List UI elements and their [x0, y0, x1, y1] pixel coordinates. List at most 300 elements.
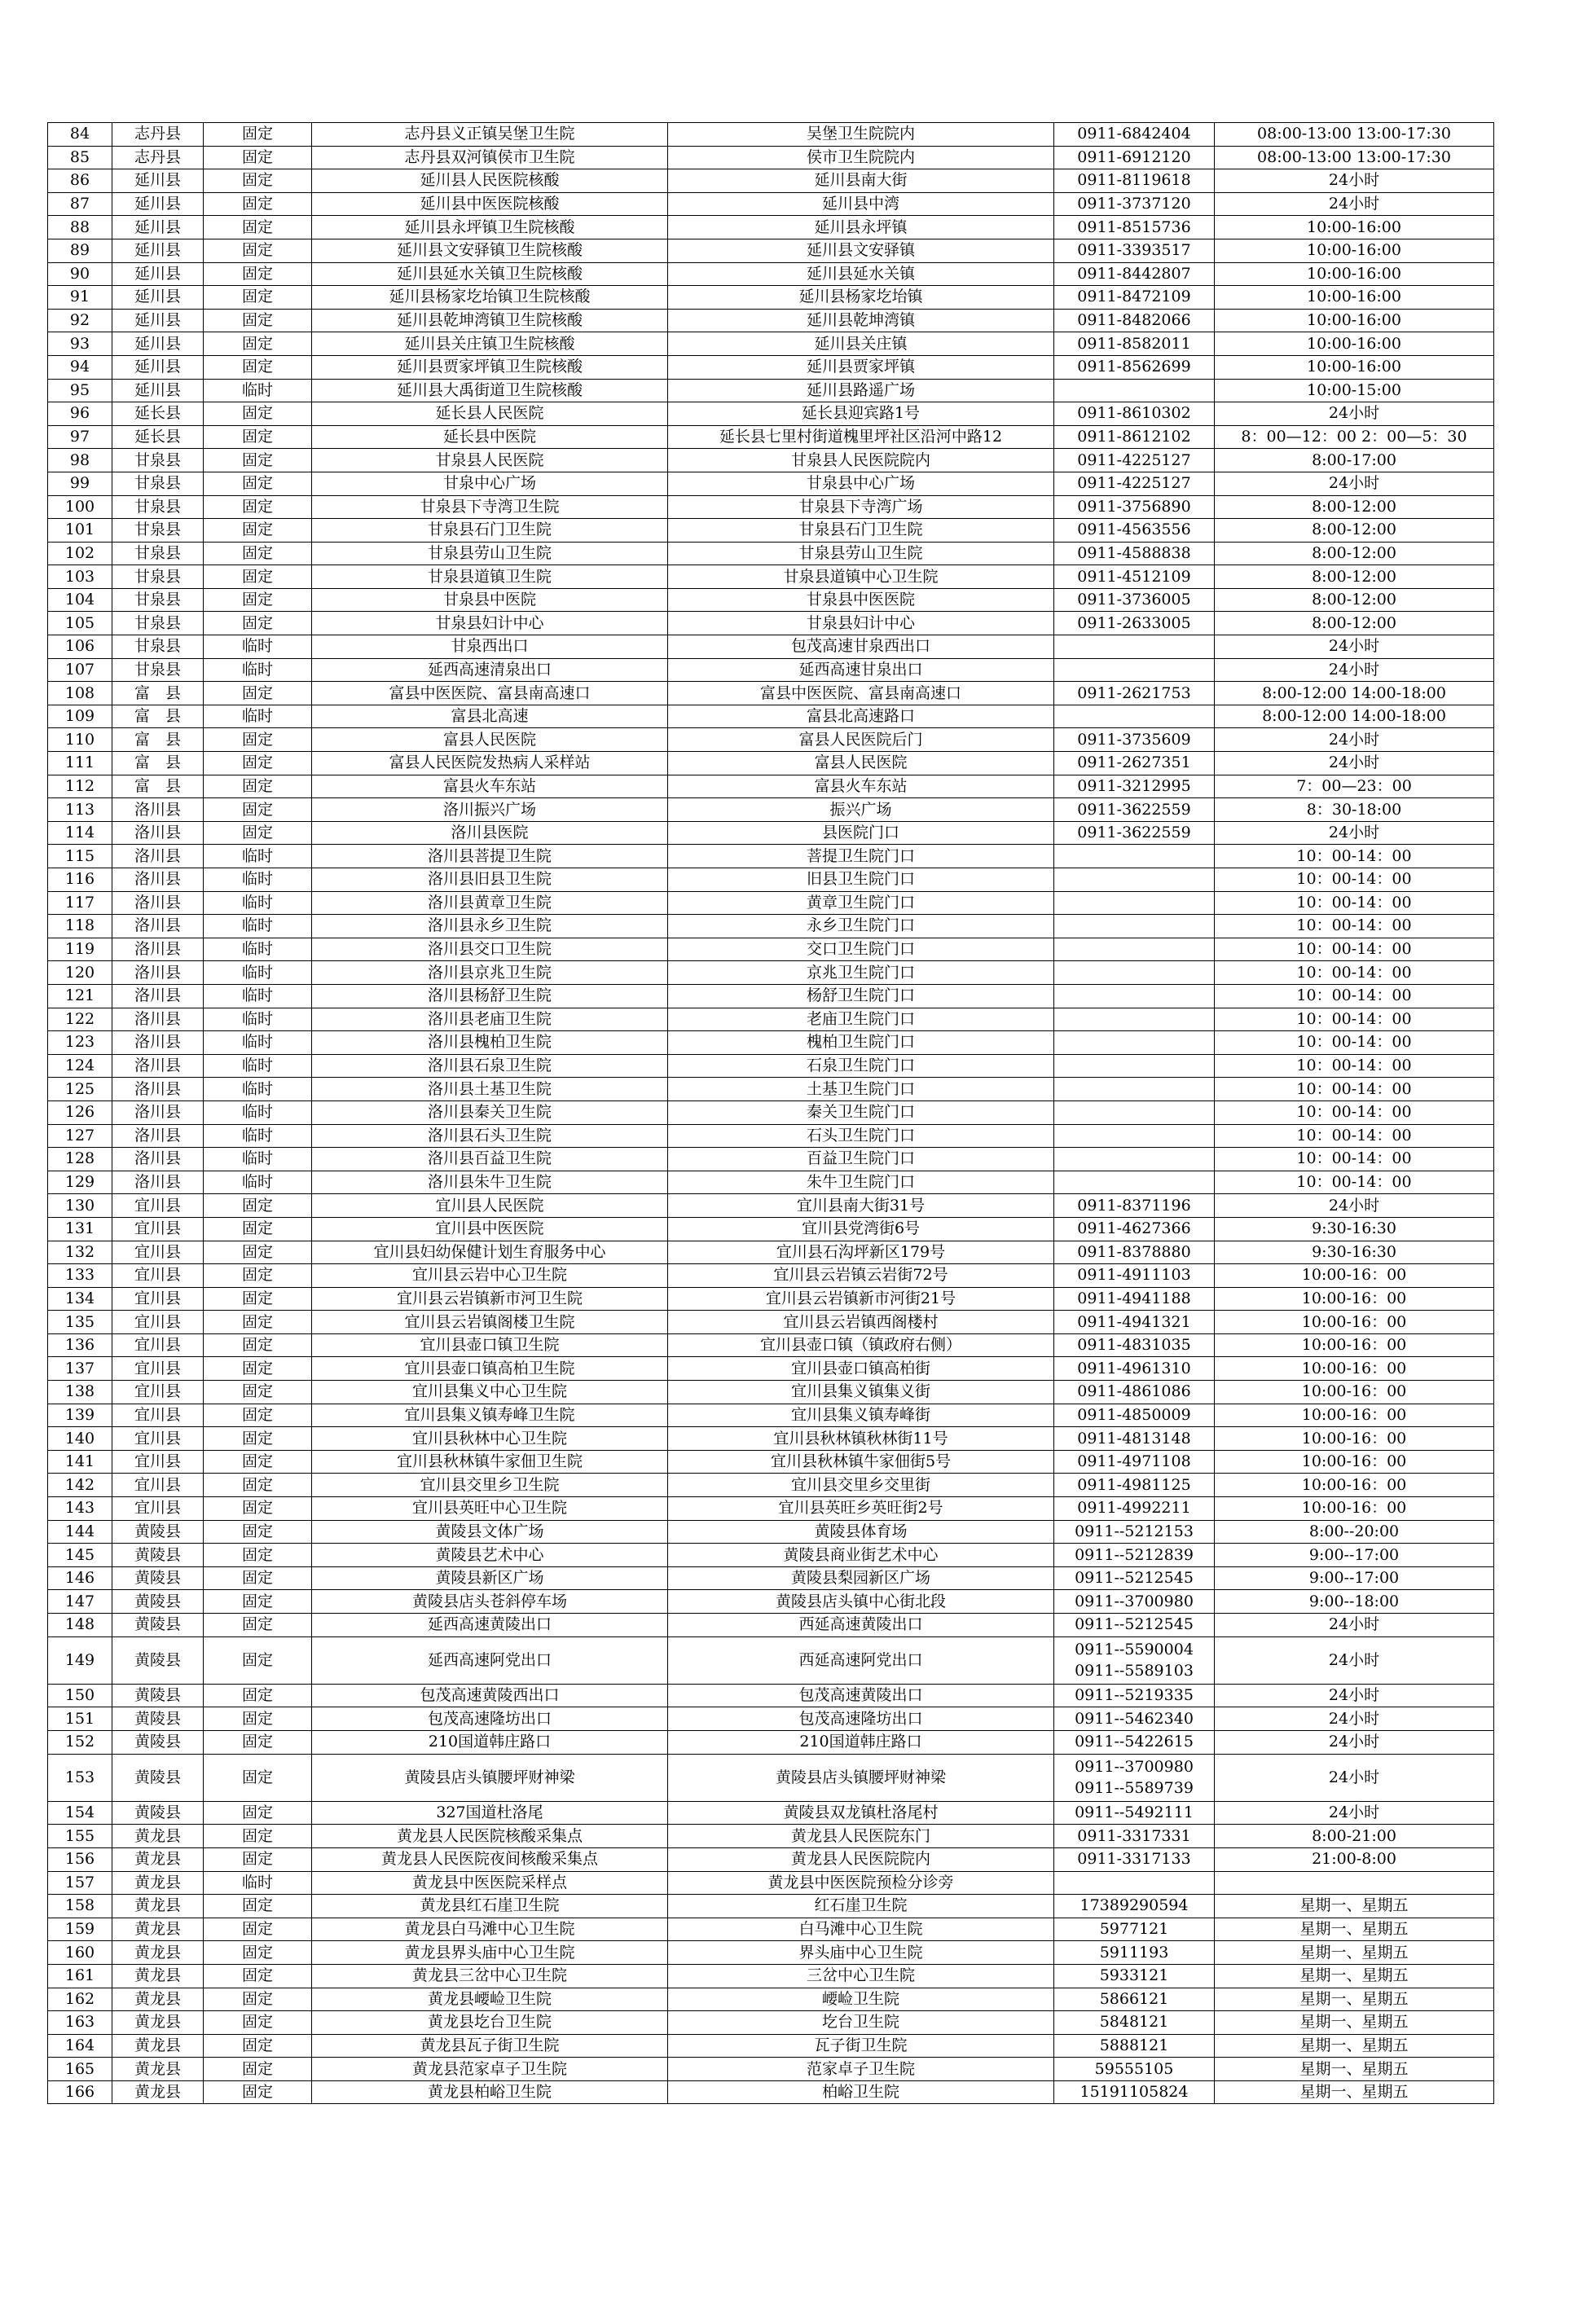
site-name-cell: 甘泉县道镇卫生院 [312, 565, 668, 589]
address-cell: 延川县杨家圪坮镇 [668, 286, 1054, 310]
hours-cell: 10:00-16：00 [1215, 1357, 1494, 1381]
table-row [48, 728, 1494, 752]
county-cell: 黄龙县 [112, 1941, 204, 1965]
site-name-cell: 宜川县云岩镇阁楼卫生院 [312, 1311, 668, 1334]
phone-cell [1054, 1031, 1215, 1055]
row-number-cell: 112 [48, 775, 112, 798]
phone-cell: 5848121 [1054, 2011, 1215, 2035]
hours-cell: 8:00-21:00 [1215, 1825, 1494, 1848]
phone-cell: 0911--5212153 [1054, 1520, 1215, 1544]
phone-cell: 0911--3700980 [1054, 1590, 1215, 1614]
hours-cell: 星期一、星期五 [1215, 2034, 1494, 2058]
site-name-cell: 黄龙县人民医院夜间核酸采集点 [312, 1847, 668, 1871]
type-cell: 固定 [204, 192, 312, 216]
phone-cell: 5888121 [1054, 2034, 1215, 2058]
row-number-cell: 135 [48, 1311, 112, 1334]
hours-cell: 10：00-14：00 [1215, 1124, 1494, 1148]
site-name-cell: 志丹县双河镇侯市卫生院 [312, 146, 668, 169]
hours-cell: 8：00—12：00 2：00—5：30 [1215, 425, 1494, 449]
site-name-cell: 洛川县秦关卫生院 [312, 1100, 668, 1124]
phone-cell: 0911-3393517 [1054, 239, 1215, 262]
site-name-cell: 宜川县英旺中心卫生院 [312, 1497, 668, 1521]
county-cell: 洛川县 [112, 1008, 204, 1031]
address-cell: 包茂高速甘泉西出口 [668, 635, 1054, 659]
table-row [48, 425, 1494, 449]
county-cell: 黄龙县 [112, 1964, 204, 1988]
site-name-cell: 延西高速清泉出口 [312, 658, 668, 682]
row-number-cell: 114 [48, 821, 112, 845]
hours-cell: 10:00-16:00 [1215, 239, 1494, 262]
address-cell: 西延高速黄陵出口 [668, 1614, 1054, 1637]
county-cell: 甘泉县 [112, 565, 204, 589]
phone-cell: 0911-4627366 [1054, 1217, 1215, 1241]
hours-cell: 10：00-14：00 [1215, 1078, 1494, 1101]
table-row [48, 192, 1494, 216]
type-cell: 固定 [204, 2034, 312, 2058]
row-number-cell: 136 [48, 1333, 112, 1357]
table-row [48, 1497, 1494, 1521]
site-name-cell: 富县人民医院发热病人采样站 [312, 752, 668, 775]
address-cell: 宜川县秋林镇秋林街11号 [668, 1427, 1054, 1451]
county-cell: 延长县 [112, 402, 204, 426]
phone-cell: 0911-4971108 [1054, 1450, 1215, 1474]
hours-cell: 10：00-14：00 [1215, 1148, 1494, 1171]
phone-cell: 0911-2627351 [1054, 752, 1215, 775]
site-name-cell: 延川县杨家圪坮镇卫生院核酸 [312, 286, 668, 310]
county-cell: 甘泉县 [112, 658, 204, 682]
site-name-cell: 延川县乾坤湾镇卫生院核酸 [312, 309, 668, 332]
site-name-cell: 黄陵县艺术中心 [312, 1544, 668, 1567]
hours-cell: 08:00-13:00 13:00-17:30 [1215, 146, 1494, 169]
phone-cell: 0911--5462340 [1054, 1707, 1215, 1731]
phone-cell: 0911--5422615 [1054, 1730, 1215, 1754]
site-name-cell: 洛川县医院 [312, 821, 668, 845]
row-number-cell: 145 [48, 1544, 112, 1567]
table-row [48, 1988, 1494, 2011]
row-number-cell: 111 [48, 752, 112, 775]
address-cell: 富县中医医院、富县南高速口 [668, 682, 1054, 705]
county-cell: 黄陵县 [112, 1520, 204, 1544]
hours-cell: 8:00-12:00 [1215, 565, 1494, 589]
table-row [48, 216, 1494, 239]
site-name-cell: 宜川县集义镇寿峰卫生院 [312, 1404, 668, 1427]
county-cell: 洛川县 [112, 1078, 204, 1101]
phone-cell: 0911-4941321 [1054, 1311, 1215, 1334]
row-number-cell: 93 [48, 332, 112, 356]
row-number-cell: 104 [48, 588, 112, 612]
hours-cell [1215, 1871, 1494, 1895]
county-cell: 延川县 [112, 216, 204, 239]
county-cell: 洛川县 [112, 915, 204, 938]
hours-cell: 9:00--17:00 [1215, 1566, 1494, 1590]
address-cell: 振兴广场 [668, 798, 1054, 822]
phone-cell: 0911-3756890 [1054, 495, 1215, 519]
row-number-cell: 115 [48, 845, 112, 868]
row-number-cell: 113 [48, 798, 112, 822]
phone-cell [1054, 1008, 1215, 1031]
type-cell: 固定 [204, 1730, 312, 1754]
county-cell: 富 县 [112, 705, 204, 728]
address-cell: 秦关卫生院门口 [668, 1100, 1054, 1124]
table-row [48, 1217, 1494, 1241]
hours-cell: 10：00-14：00 [1215, 938, 1494, 961]
phone-cell: 0911-3212995 [1054, 775, 1215, 798]
address-cell: 甘泉县中心广场 [668, 472, 1054, 495]
address-cell: 甘泉县妇计中心 [668, 612, 1054, 635]
table-row [48, 1590, 1494, 1614]
hours-cell: 24小时 [1215, 1754, 1494, 1801]
county-cell: 宜川县 [112, 1241, 204, 1264]
hours-cell: 24小时 [1215, 192, 1494, 216]
site-name-cell: 洛川县石头卫生院 [312, 1124, 668, 1148]
address-cell: 黄陵县体育场 [668, 1520, 1054, 1544]
row-number-cell: 132 [48, 1241, 112, 1264]
county-cell: 宜川县 [112, 1287, 204, 1311]
county-cell: 黄陵县 [112, 1801, 204, 1825]
table-row [48, 1474, 1494, 1497]
phone-cell: 5911193 [1054, 1941, 1215, 1965]
table-row [48, 379, 1494, 402]
table-row [48, 682, 1494, 705]
site-name-cell: 洛川县黄章卫生院 [312, 891, 668, 915]
row-number-cell: 165 [48, 2058, 112, 2081]
county-cell: 延川县 [112, 169, 204, 193]
phone-cell: 0911-4861086 [1054, 1381, 1215, 1404]
hours-cell: 10:00-16：00 [1215, 1264, 1494, 1288]
row-number-cell: 118 [48, 915, 112, 938]
row-number-cell: 151 [48, 1707, 112, 1731]
county-cell: 黄陵县 [112, 1684, 204, 1707]
table-row [48, 1008, 1494, 1031]
row-number-cell: 166 [48, 2080, 112, 2104]
phone-cell [1054, 1148, 1215, 1171]
address-cell: 宜川县集义镇集义街 [668, 1381, 1054, 1404]
county-cell: 甘泉县 [112, 612, 204, 635]
site-name-cell: 洛川县石泉卫生院 [312, 1054, 668, 1078]
phone-cell: 0911--5212839 [1054, 1544, 1215, 1567]
phone-cell: 0911-3735609 [1054, 728, 1215, 752]
address-cell: 延川县关庄镇 [668, 332, 1054, 356]
county-cell: 甘泉县 [112, 635, 204, 659]
address-cell: 西延高速阿党出口 [668, 1636, 1054, 1684]
hours-cell: 10：00-14：00 [1215, 891, 1494, 915]
phone-cell: 0911-8482066 [1054, 309, 1215, 332]
row-number-cell: 108 [48, 682, 112, 705]
site-name-cell: 宜川县秋林镇牛家佃卫生院 [312, 1450, 668, 1474]
county-cell: 洛川县 [112, 891, 204, 915]
row-number-cell: 146 [48, 1566, 112, 1590]
type-cell: 固定 [204, 472, 312, 495]
address-cell: 白马滩中心卫生院 [668, 1918, 1054, 1941]
site-name-cell: 宜川县云岩中心卫生院 [312, 1264, 668, 1288]
type-cell: 固定 [204, 332, 312, 356]
site-name-cell: 宜川县集义中心卫生院 [312, 1381, 668, 1404]
phone-cell: 0911-4225127 [1054, 449, 1215, 472]
row-number-cell: 125 [48, 1078, 112, 1101]
phone-cell: 0911-3622559 [1054, 798, 1215, 822]
table-row [48, 1707, 1494, 1731]
table-row [48, 1544, 1494, 1567]
row-number-cell: 137 [48, 1357, 112, 1381]
phone-cell: 0911-8582011 [1054, 332, 1215, 356]
type-cell: 固定 [204, 1825, 312, 1848]
row-number-cell: 142 [48, 1474, 112, 1497]
type-cell: 固定 [204, 1964, 312, 1988]
county-cell: 黄陵县 [112, 1754, 204, 1801]
row-number-cell: 88 [48, 216, 112, 239]
row-number-cell: 105 [48, 612, 112, 635]
phone-cell: 0911-2621753 [1054, 682, 1215, 705]
site-name-cell: 黄龙县人民医院核酸采集点 [312, 1825, 668, 1848]
table-row [48, 495, 1494, 519]
type-cell: 临时 [204, 891, 312, 915]
site-name-cell: 黄龙县崾崄卫生院 [312, 1988, 668, 2011]
county-cell: 延川县 [112, 262, 204, 286]
hours-cell: 10:00-16：00 [1215, 1404, 1494, 1427]
county-cell: 延川县 [112, 192, 204, 216]
address-cell: 甘泉县劳山卫生院 [668, 542, 1054, 565]
county-cell: 洛川县 [112, 868, 204, 892]
address-cell: 黄龙县人民医院院内 [668, 1847, 1054, 1871]
hours-cell: 24小时 [1215, 635, 1494, 659]
type-cell: 固定 [204, 449, 312, 472]
site-name-cell: 包茂高速黄陵西出口 [312, 1684, 668, 1707]
table-row [48, 1404, 1494, 1427]
address-cell: 京兆卫生院门口 [668, 961, 1054, 985]
site-name-cell: 210国道韩庄路口 [312, 1730, 668, 1754]
table-row [48, 775, 1494, 798]
site-name-cell: 黄龙县圪台卫生院 [312, 2011, 668, 2035]
hours-cell: 24小时 [1215, 1801, 1494, 1825]
row-number-cell: 116 [48, 868, 112, 892]
hours-cell: 星期一、星期五 [1215, 2080, 1494, 2104]
row-number-cell: 122 [48, 1008, 112, 1031]
county-cell: 志丹县 [112, 146, 204, 169]
type-cell: 固定 [204, 1847, 312, 1871]
table-row [48, 984, 1494, 1008]
table-row [48, 1078, 1494, 1101]
hours-cell: 24小时 [1215, 1730, 1494, 1754]
hours-cell: 10：00-14：00 [1215, 984, 1494, 1008]
address-cell: 延川县中湾 [668, 192, 1054, 216]
table-row [48, 286, 1494, 310]
type-cell: 固定 [204, 1381, 312, 1404]
hours-cell: 10:00-16：00 [1215, 1381, 1494, 1404]
phone-cell: 0911-3317133 [1054, 1847, 1215, 1871]
address-cell: 富县人民医院后门 [668, 728, 1054, 752]
county-cell: 甘泉县 [112, 519, 204, 543]
table-row [48, 1148, 1494, 1171]
table-row [48, 1614, 1494, 1637]
phone-cell: 5933121 [1054, 1964, 1215, 1988]
row-number-cell: 109 [48, 705, 112, 728]
type-cell: 临时 [204, 1124, 312, 1148]
site-name-cell: 洛川县交口卫生院 [312, 938, 668, 961]
county-cell: 宜川县 [112, 1404, 204, 1427]
address-cell: 永乡卫生院门口 [668, 915, 1054, 938]
table-row [48, 868, 1494, 892]
county-cell: 洛川县 [112, 1054, 204, 1078]
type-cell: 固定 [204, 798, 312, 822]
county-cell: 洛川县 [112, 1124, 204, 1148]
row-number-cell: 131 [48, 1217, 112, 1241]
site-name-cell: 延川县延水关镇卫生院核酸 [312, 262, 668, 286]
county-cell: 洛川县 [112, 1148, 204, 1171]
phone-cell: 59555105 [1054, 2058, 1215, 2081]
table-row [48, 635, 1494, 659]
type-cell: 临时 [204, 1031, 312, 1055]
type-cell: 固定 [204, 1895, 312, 1918]
county-cell: 黄陵县 [112, 1590, 204, 1614]
phone-cell: 0911-4911103 [1054, 1264, 1215, 1288]
table-row [48, 1333, 1494, 1357]
site-name-cell: 富县人民医院 [312, 728, 668, 752]
hours-cell: 10:00-16：00 [1215, 1497, 1494, 1521]
county-cell: 黄龙县 [112, 1825, 204, 1848]
table-row [48, 1895, 1494, 1918]
phone-cell [1054, 705, 1215, 728]
row-number-cell: 127 [48, 1124, 112, 1148]
county-cell: 黄陵县 [112, 1566, 204, 1590]
phone-cell [1054, 635, 1215, 659]
table-row [48, 169, 1494, 193]
site-name-cell: 富县中医医院、富县南高速口 [312, 682, 668, 705]
county-cell: 宜川县 [112, 1381, 204, 1404]
row-number-cell: 96 [48, 402, 112, 426]
table-row [48, 2080, 1494, 2104]
address-cell: 旧县卫生院门口 [668, 868, 1054, 892]
phone-cell [1054, 915, 1215, 938]
county-cell: 延川县 [112, 286, 204, 310]
hours-cell: 8:00-12:00 [1215, 542, 1494, 565]
address-cell: 红石崖卫生院 [668, 1895, 1054, 1918]
site-name-cell: 延西高速阿党出口 [312, 1636, 668, 1684]
county-cell: 黄陵县 [112, 1544, 204, 1567]
table-row [48, 239, 1494, 262]
type-cell: 固定 [204, 262, 312, 286]
hours-cell: 星期一、星期五 [1215, 1918, 1494, 1941]
table-row [48, 1871, 1494, 1895]
hours-cell: 星期一、星期五 [1215, 1895, 1494, 1918]
phone-cell: 0911-2633005 [1054, 612, 1215, 635]
address-cell: 黄陵县店头镇腰坪财神梁 [668, 1754, 1054, 1801]
table-row [48, 1754, 1494, 1801]
address-cell: 宜川县壶口镇（镇政府右侧） [668, 1333, 1054, 1357]
table-row [48, 1357, 1494, 1381]
row-number-cell: 117 [48, 891, 112, 915]
hours-cell: 10：00-14：00 [1215, 1054, 1494, 1078]
row-number-cell: 101 [48, 519, 112, 543]
row-number-cell: 99 [48, 472, 112, 495]
table-row [48, 565, 1494, 589]
hours-cell: 8：30-18:00 [1215, 798, 1494, 822]
hours-cell: 24小时 [1215, 658, 1494, 682]
phone-cell [1054, 1871, 1215, 1895]
type-cell: 固定 [204, 1287, 312, 1311]
hours-cell: 10：00-14：00 [1215, 961, 1494, 985]
site-name-cell: 洛川县朱牛卫生院 [312, 1171, 668, 1194]
county-cell: 洛川县 [112, 821, 204, 845]
row-number-cell: 134 [48, 1287, 112, 1311]
type-cell: 固定 [204, 1450, 312, 1474]
type-cell: 固定 [204, 1636, 312, 1684]
type-cell: 固定 [204, 2011, 312, 2035]
table-row [48, 519, 1494, 543]
hours-cell: 10:00-16:00 [1215, 355, 1494, 379]
hours-cell: 8:00-17:00 [1215, 449, 1494, 472]
address-cell: 土基卫生院门口 [668, 1078, 1054, 1101]
county-cell: 黄陵县 [112, 1707, 204, 1731]
address-cell: 延长县七里村街道槐里坪社区沿河中路12 [668, 425, 1054, 449]
phone-cell: 0911-4850009 [1054, 1404, 1215, 1427]
row-number-cell: 97 [48, 425, 112, 449]
table-row [48, 1031, 1494, 1055]
row-number-cell: 150 [48, 1684, 112, 1707]
table-row [48, 658, 1494, 682]
type-cell: 临时 [204, 635, 312, 659]
type-cell: 临时 [204, 1171, 312, 1194]
type-cell: 固定 [204, 565, 312, 589]
row-number-cell: 156 [48, 1847, 112, 1871]
phone-cell: 0911-4961310 [1054, 1357, 1215, 1381]
table-row [48, 1801, 1494, 1825]
row-number-cell: 141 [48, 1450, 112, 1474]
site-name-cell: 宜川县人民医院 [312, 1194, 668, 1218]
table-row [48, 2058, 1494, 2081]
type-cell: 固定 [204, 728, 312, 752]
site-name-cell: 延西高速黄陵出口 [312, 1614, 668, 1637]
phone-cell: 0911-4981125 [1054, 1474, 1215, 1497]
address-cell: 宜川县英旺乡英旺街2号 [668, 1497, 1054, 1521]
type-cell: 固定 [204, 216, 312, 239]
phone-cell: 0911-8378880 [1054, 1241, 1215, 1264]
table-row [48, 1941, 1494, 1965]
phone-cell [1054, 1171, 1215, 1194]
address-cell: 黄陵县店头镇中心街北段 [668, 1590, 1054, 1614]
row-number-cell: 126 [48, 1100, 112, 1124]
type-cell: 固定 [204, 355, 312, 379]
county-cell: 延川县 [112, 239, 204, 262]
phone-cell [1054, 984, 1215, 1008]
type-cell: 固定 [204, 1217, 312, 1241]
table-row [48, 752, 1494, 775]
address-cell: 延川县贾家坪镇 [668, 355, 1054, 379]
row-number-cell: 106 [48, 635, 112, 659]
address-cell: 甘泉县下寺湾广场 [668, 495, 1054, 519]
phone-cell: 0911--5492111 [1054, 1801, 1215, 1825]
county-cell: 黄龙县 [112, 2034, 204, 2058]
type-cell: 固定 [204, 2080, 312, 2104]
hours-cell: 10:00-16:00 [1215, 309, 1494, 332]
county-cell: 洛川县 [112, 938, 204, 961]
table-row [48, 472, 1494, 495]
row-number-cell: 157 [48, 1871, 112, 1895]
type-cell: 固定 [204, 519, 312, 543]
table-row [48, 449, 1494, 472]
county-cell: 黄陵县 [112, 1614, 204, 1637]
address-cell: 延川县南大街 [668, 169, 1054, 193]
row-number-cell: 140 [48, 1427, 112, 1451]
address-cell: 延川县路遥广场 [668, 379, 1054, 402]
phone-cell: 0911-8442807 [1054, 262, 1215, 286]
hours-cell: 24小时 [1215, 728, 1494, 752]
type-cell: 固定 [204, 402, 312, 426]
phone-cell: 0911-3736005 [1054, 588, 1215, 612]
type-cell: 固定 [204, 1241, 312, 1264]
address-cell: 槐柏卫生院门口 [668, 1031, 1054, 1055]
site-name-cell: 延长县人民医院 [312, 402, 668, 426]
county-cell: 宜川县 [112, 1357, 204, 1381]
